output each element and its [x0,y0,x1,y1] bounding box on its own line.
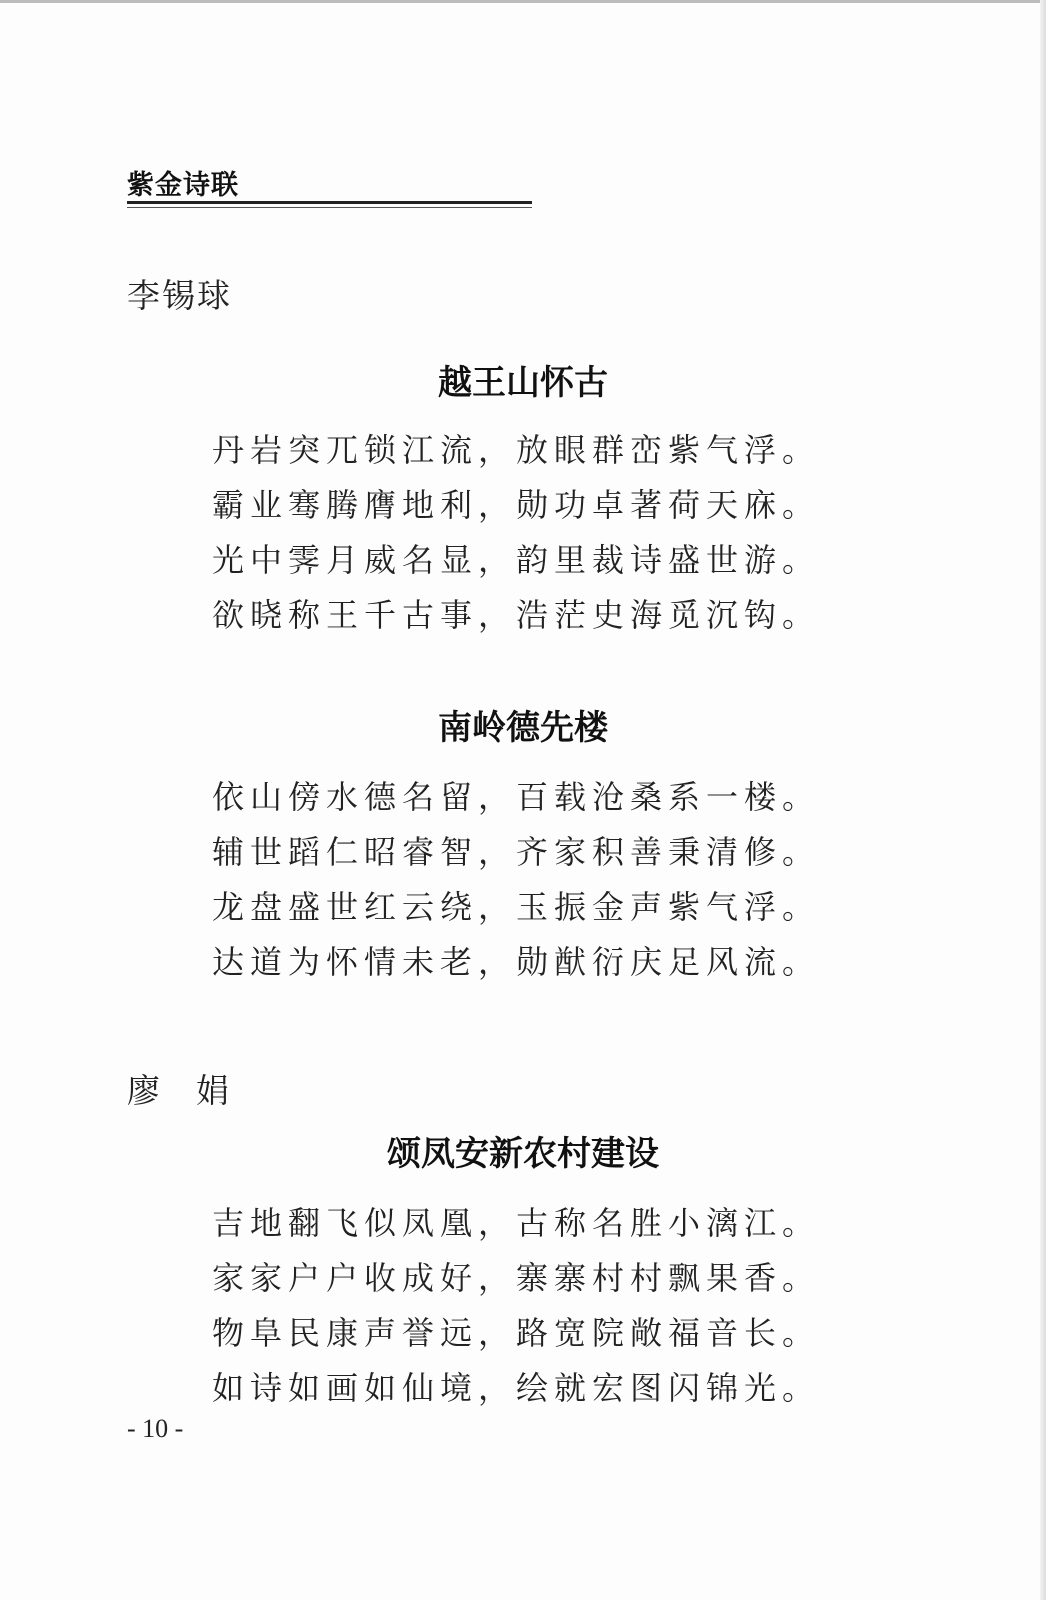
poem-title: 越王山怀古 [438,363,608,403]
running-head-rule-thin [127,207,532,208]
verse-line: 辅世蹈仁昭睿智，齐家积善秉清修。 [212,833,821,871]
verse-line: 如诗如画如仙境，绘就宏图闪锦光。 [212,1369,821,1407]
verse-line: 物阜民康声誉远，路宽院敞福音长。 [212,1314,821,1352]
page-right-edge [1040,0,1046,1600]
verse-line: 吉地翻飞似凤凰，古称名胜小漓江。 [212,1204,821,1242]
poem-title: 南岭德先楼 [438,708,608,748]
author-name-part: 廖 [127,1071,162,1110]
poem-title: 颂凤安新农村建设 [387,1134,659,1174]
page-number: - 10 - [127,1414,184,1443]
verse-line: 依山傍水德名留，百载沧桑系一楼。 [212,778,821,816]
author-name-text: 李锡球 [127,276,232,315]
verse-line: 达道为怀情未老，勋猷衍庆足风流。 [212,943,821,981]
verse-line: 丹岩突兀锁江流，放眼群峦紫气浮。 [212,431,821,469]
poem-body [212,770,820,990]
verse-line: 霸业骞腾膺地利，勋功卓著荷天庥。 [212,486,821,524]
poem-body [212,1196,820,1416]
running-head: 紫金诗联 [127,170,239,201]
verse-line: 欲晓称王千古事，浩茫史海觅沉钩。 [212,596,821,634]
poem-body [212,423,820,643]
running-head-rule [127,201,532,204]
verse-line: 光中霁月威名显，韵里裁诗盛世游。 [212,541,821,579]
author-name-part: 娟 [196,1071,231,1110]
author-name [127,1065,231,1112]
verse-line: 龙盘盛世红云绕，玉振金声紫气浮。 [212,888,821,926]
verse-line: 家家户户收成好，寨寨村村飘果香。 [212,1259,821,1297]
author-name [127,270,232,317]
page-top-edge [0,0,1046,3]
